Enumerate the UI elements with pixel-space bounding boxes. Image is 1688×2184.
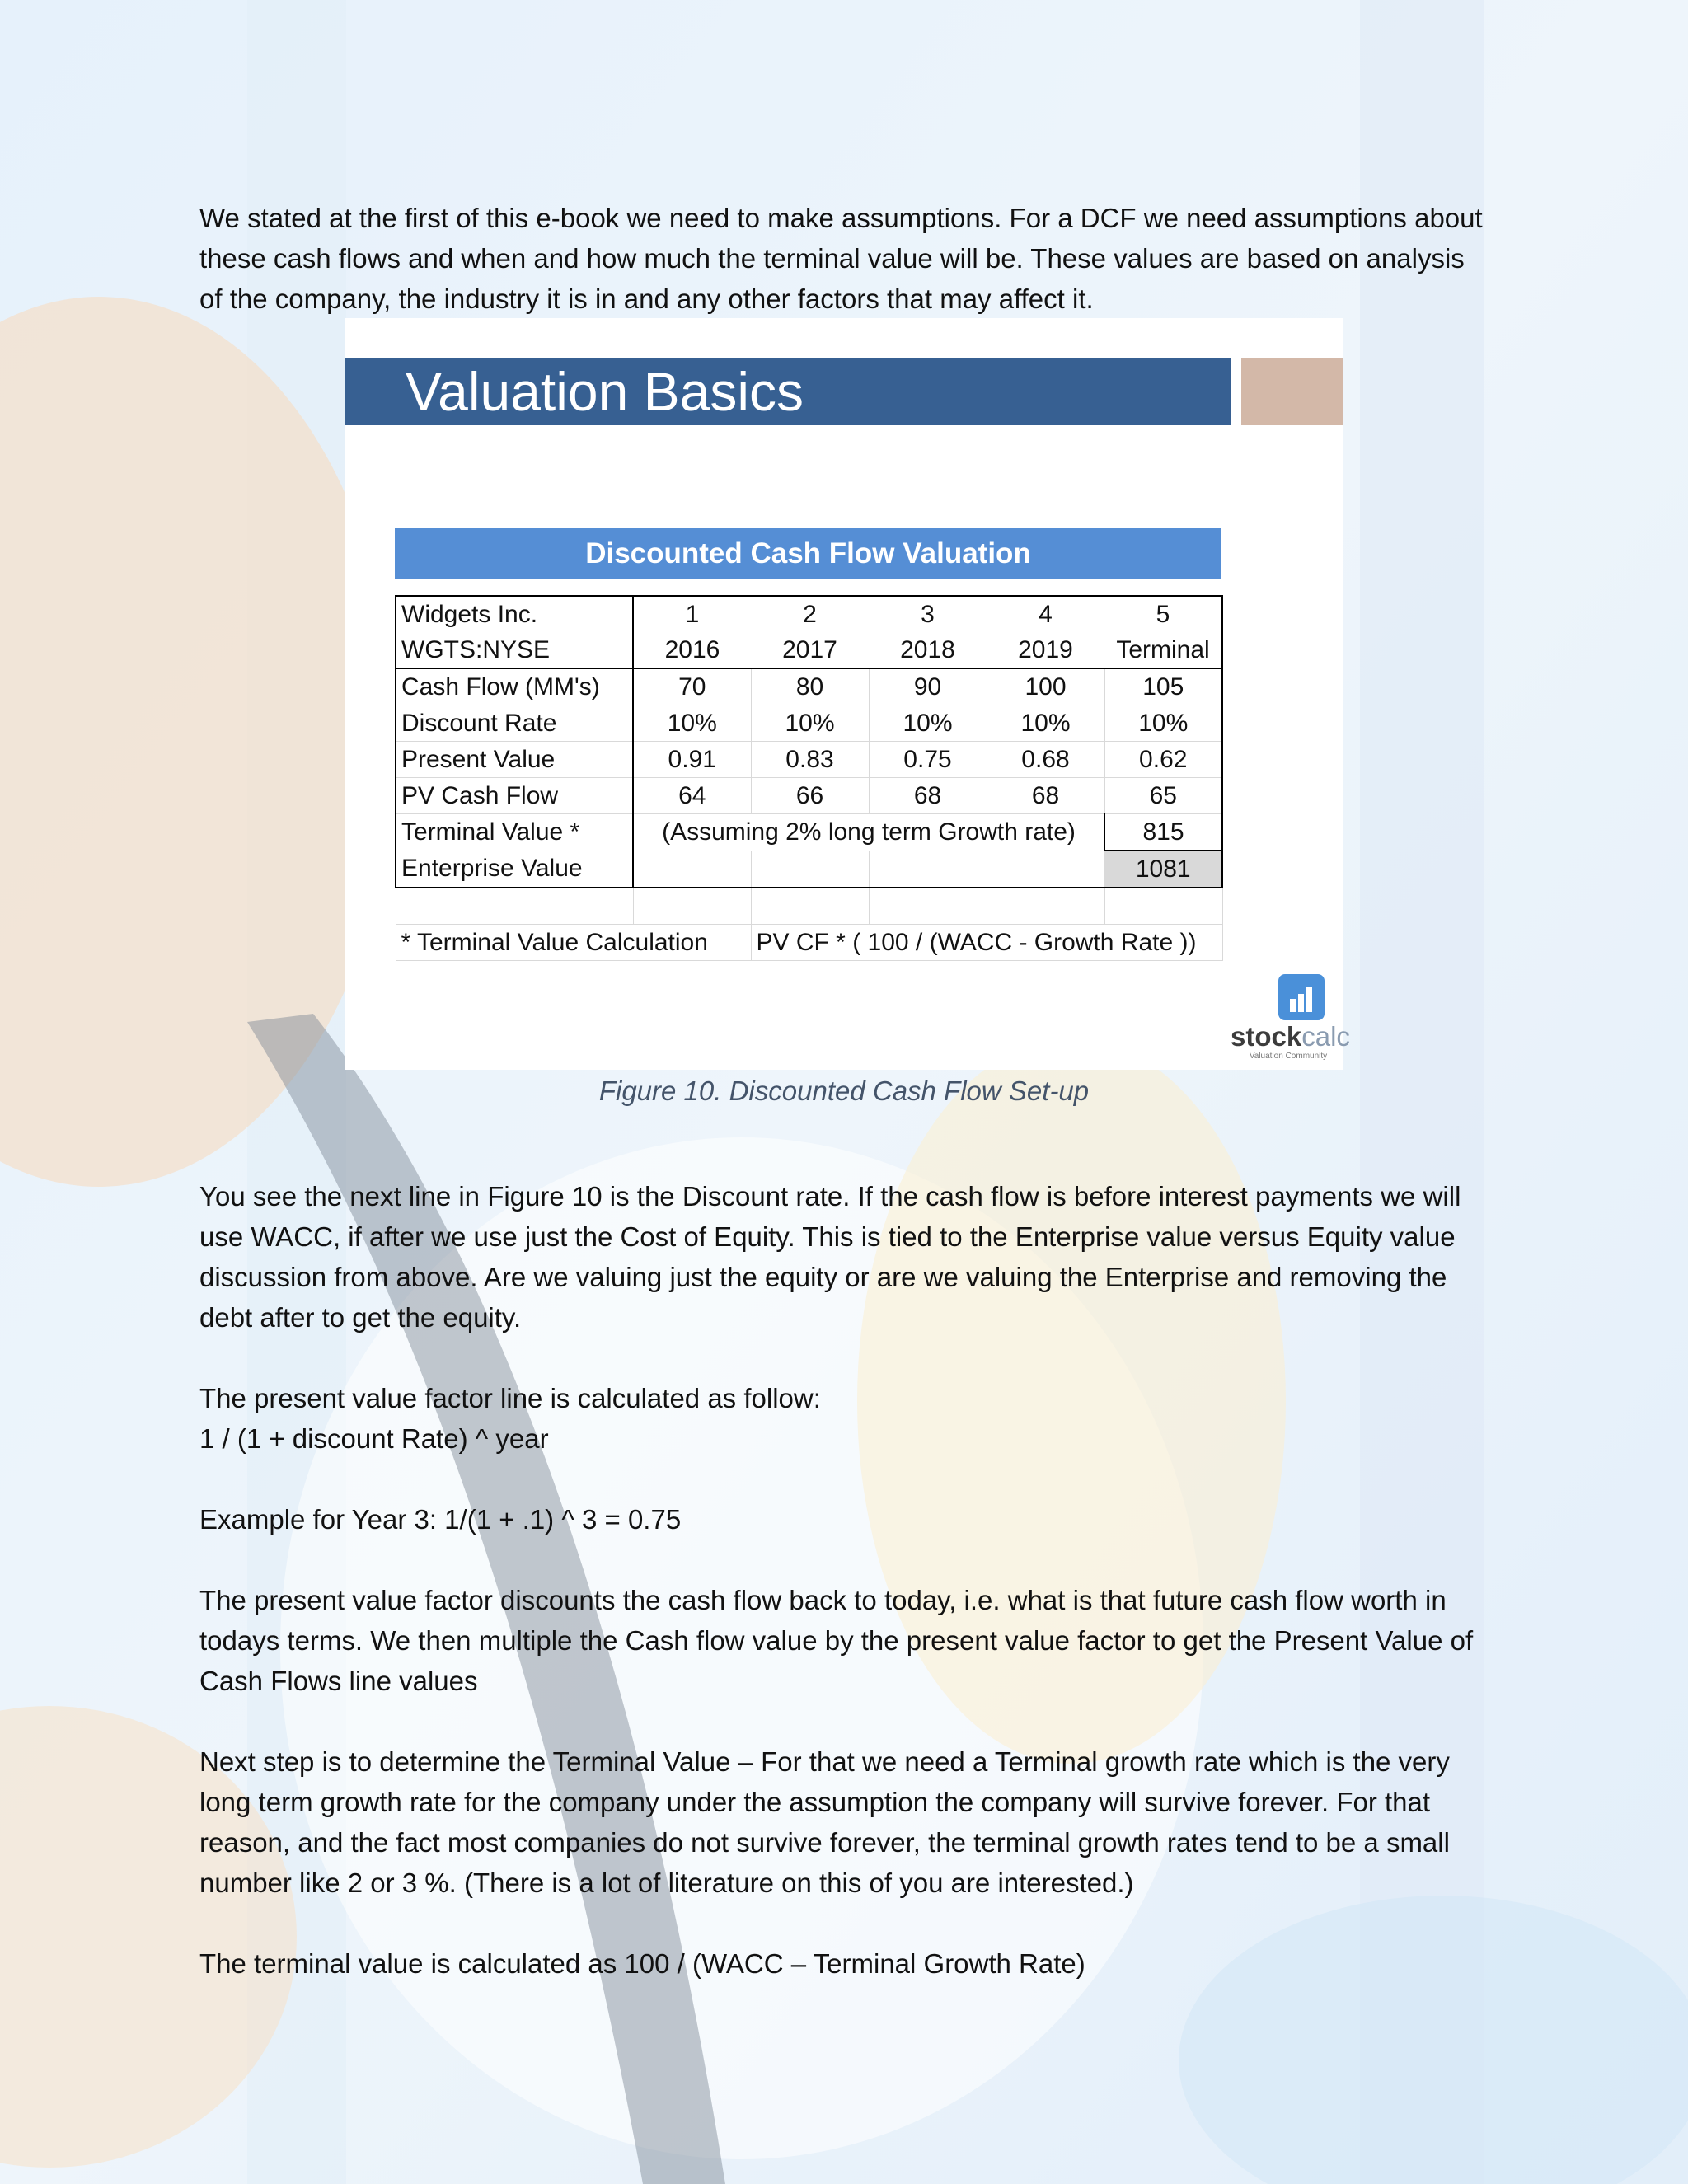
value-cell: 65 (1104, 778, 1222, 814)
row-label: Cash Flow (MM's) (396, 668, 633, 705)
stockcalc-logo (1231, 969, 1350, 1064)
empty-cell (396, 888, 633, 925)
table-row (396, 742, 1222, 778)
terminal-note: (Assuming 2% long term Growth rate) (633, 814, 1104, 851)
intro-paragraph (199, 198, 1485, 319)
year-cell: 2017 (751, 632, 869, 668)
ticker: WGTS:NYSE (396, 632, 633, 668)
pv-formula: 1 / (1 + discount Rate) ^ year (199, 1423, 549, 1454)
logo-word-light: calc (1301, 1021, 1350, 1052)
empty-cell (751, 851, 869, 888)
table-row (396, 668, 1222, 705)
table-row (396, 596, 1222, 632)
spacer (199, 1701, 1485, 1741)
paragraph-discount-rate: You see the next line in Figure 10 is the Discount rate. If the cash flow is before interest payments we will use WACC, if after we use just the Cost of Equity. This is tied to the Enterprise value versus Equity value discussion from above. Are we valuing just the equity or are we valuing the Enterprise and removing the debt after to get the equity. (199, 1181, 1461, 1333)
period-cell: 2 (751, 596, 869, 632)
paragraph-discounting: The present value factor discounts the cash flow back to today, i.e. what is that future cash flow worth in todays terms. We then multiple the Cash flow value by the present value factor to get the Present Value of Cash Flows line values (199, 1585, 1474, 1696)
slide-title-banner (345, 358, 1231, 425)
terminal-value-formula: The terminal value is calculated as 100 / (WACC – Terminal Growth Rate) (199, 1948, 1085, 1979)
row-label: Enterprise Value (396, 851, 633, 888)
footnote-label: * Terminal Value Calculation (396, 925, 751, 961)
period-cell: 1 (633, 596, 751, 632)
bar-chart-icon (1278, 974, 1325, 1020)
value-cell: 66 (751, 778, 869, 814)
year-cell: 2016 (633, 632, 751, 668)
value-cell: 10% (1104, 705, 1222, 742)
empty-cell (869, 851, 987, 888)
value-cell: 0.68 (987, 742, 1104, 778)
logo-word-bold: stock (1231, 1021, 1302, 1052)
value-cell: 10% (633, 705, 751, 742)
table-row (396, 851, 1222, 888)
terminal-value: 815 (1104, 814, 1222, 851)
body-text (199, 1176, 1485, 1984)
value-cell: 10% (751, 705, 869, 742)
table-row (396, 632, 1222, 668)
spacer (199, 1903, 1485, 1943)
value-cell: 68 (869, 778, 987, 814)
period-cell: 3 (869, 596, 987, 632)
period-cell: 4 (987, 596, 1104, 632)
paragraph-terminal-growth: Next step is to determine the Terminal Value – For that we need a Terminal growth rate which is the very long term growth rate for the company under the assumption the company will survive forever. For that reason, and the fact most companies do not survive forever, the terminal growth rates tend to be a small number like 2 or 3 %. (There is a lot of literature on this of you are interested.) (199, 1746, 1450, 1898)
value-cell: 0.83 (751, 742, 869, 778)
paragraph-pv-factor: The present value factor line is calculated as follow: (199, 1383, 821, 1413)
logo-tagline: Valuation Community (1249, 1052, 1328, 1061)
year-cell: 2018 (869, 632, 987, 668)
year-cell: Terminal (1104, 632, 1222, 668)
table-row (396, 778, 1222, 814)
table-row (396, 814, 1222, 851)
value-cell: 10% (869, 705, 987, 742)
row-label: Discount Rate (396, 705, 633, 742)
value-cell: 68 (987, 778, 1104, 814)
value-cell: 0.75 (869, 742, 987, 778)
value-cell: 0.62 (1104, 742, 1222, 778)
value-cell: 10% (987, 705, 1104, 742)
empty-cell (987, 888, 1104, 925)
footnote-formula: PV CF * ( 100 / (WACC - Growth Rate )) (751, 925, 1222, 961)
value-cell: 70 (633, 668, 751, 705)
empty-cell (633, 851, 751, 888)
logo-wordmark (1231, 1021, 1350, 1052)
empty-cell (987, 851, 1104, 888)
spacer (199, 1338, 1485, 1378)
accent-square (1241, 358, 1343, 425)
value-cell: 64 (633, 778, 751, 814)
value-cell: 105 (1104, 668, 1222, 705)
intro-text: We stated at the first of this e-book we need to make assumptions. For a DCF we need assumptions about these cash flows and when and how much the terminal value will be. These values are based on analysis of the company, the industry it is in and any other factors that may affect it. (199, 203, 1483, 314)
row-label: PV Cash Flow (396, 778, 633, 814)
row-label: Present Value (396, 742, 633, 778)
value-cell: 0.91 (633, 742, 751, 778)
empty-cell (751, 888, 869, 925)
slide-title: Valuation Basics (406, 361, 804, 422)
value-cell: 100 (987, 668, 1104, 705)
table-row (396, 925, 1222, 961)
dcf-table (395, 595, 1223, 961)
dcf-figure (345, 318, 1350, 1070)
period-cell: 5 (1104, 596, 1222, 632)
dcf-table-title: Discounted Cash Flow Valuation (395, 528, 1221, 579)
value-cell: 90 (869, 668, 987, 705)
table-row (396, 705, 1222, 742)
empty-cell (1104, 888, 1222, 925)
company-name: Widgets Inc. (396, 596, 633, 632)
enterprise-value: 1081 (1104, 851, 1222, 888)
empty-cell (869, 888, 987, 925)
year-cell: 2019 (987, 632, 1104, 668)
figure-caption: Figure 10. Discounted Cash Flow Set-up (598, 1076, 1090, 1106)
value-cell: 80 (751, 668, 869, 705)
spacer (199, 1459, 1485, 1499)
empty-cell (633, 888, 751, 925)
row-label: Terminal Value * (396, 814, 633, 851)
example-line: Example for Year 3: 1/(1 + .1) ^ 3 = 0.75 (199, 1504, 682, 1535)
spacer (199, 1540, 1485, 1580)
table-row (396, 888, 1222, 925)
